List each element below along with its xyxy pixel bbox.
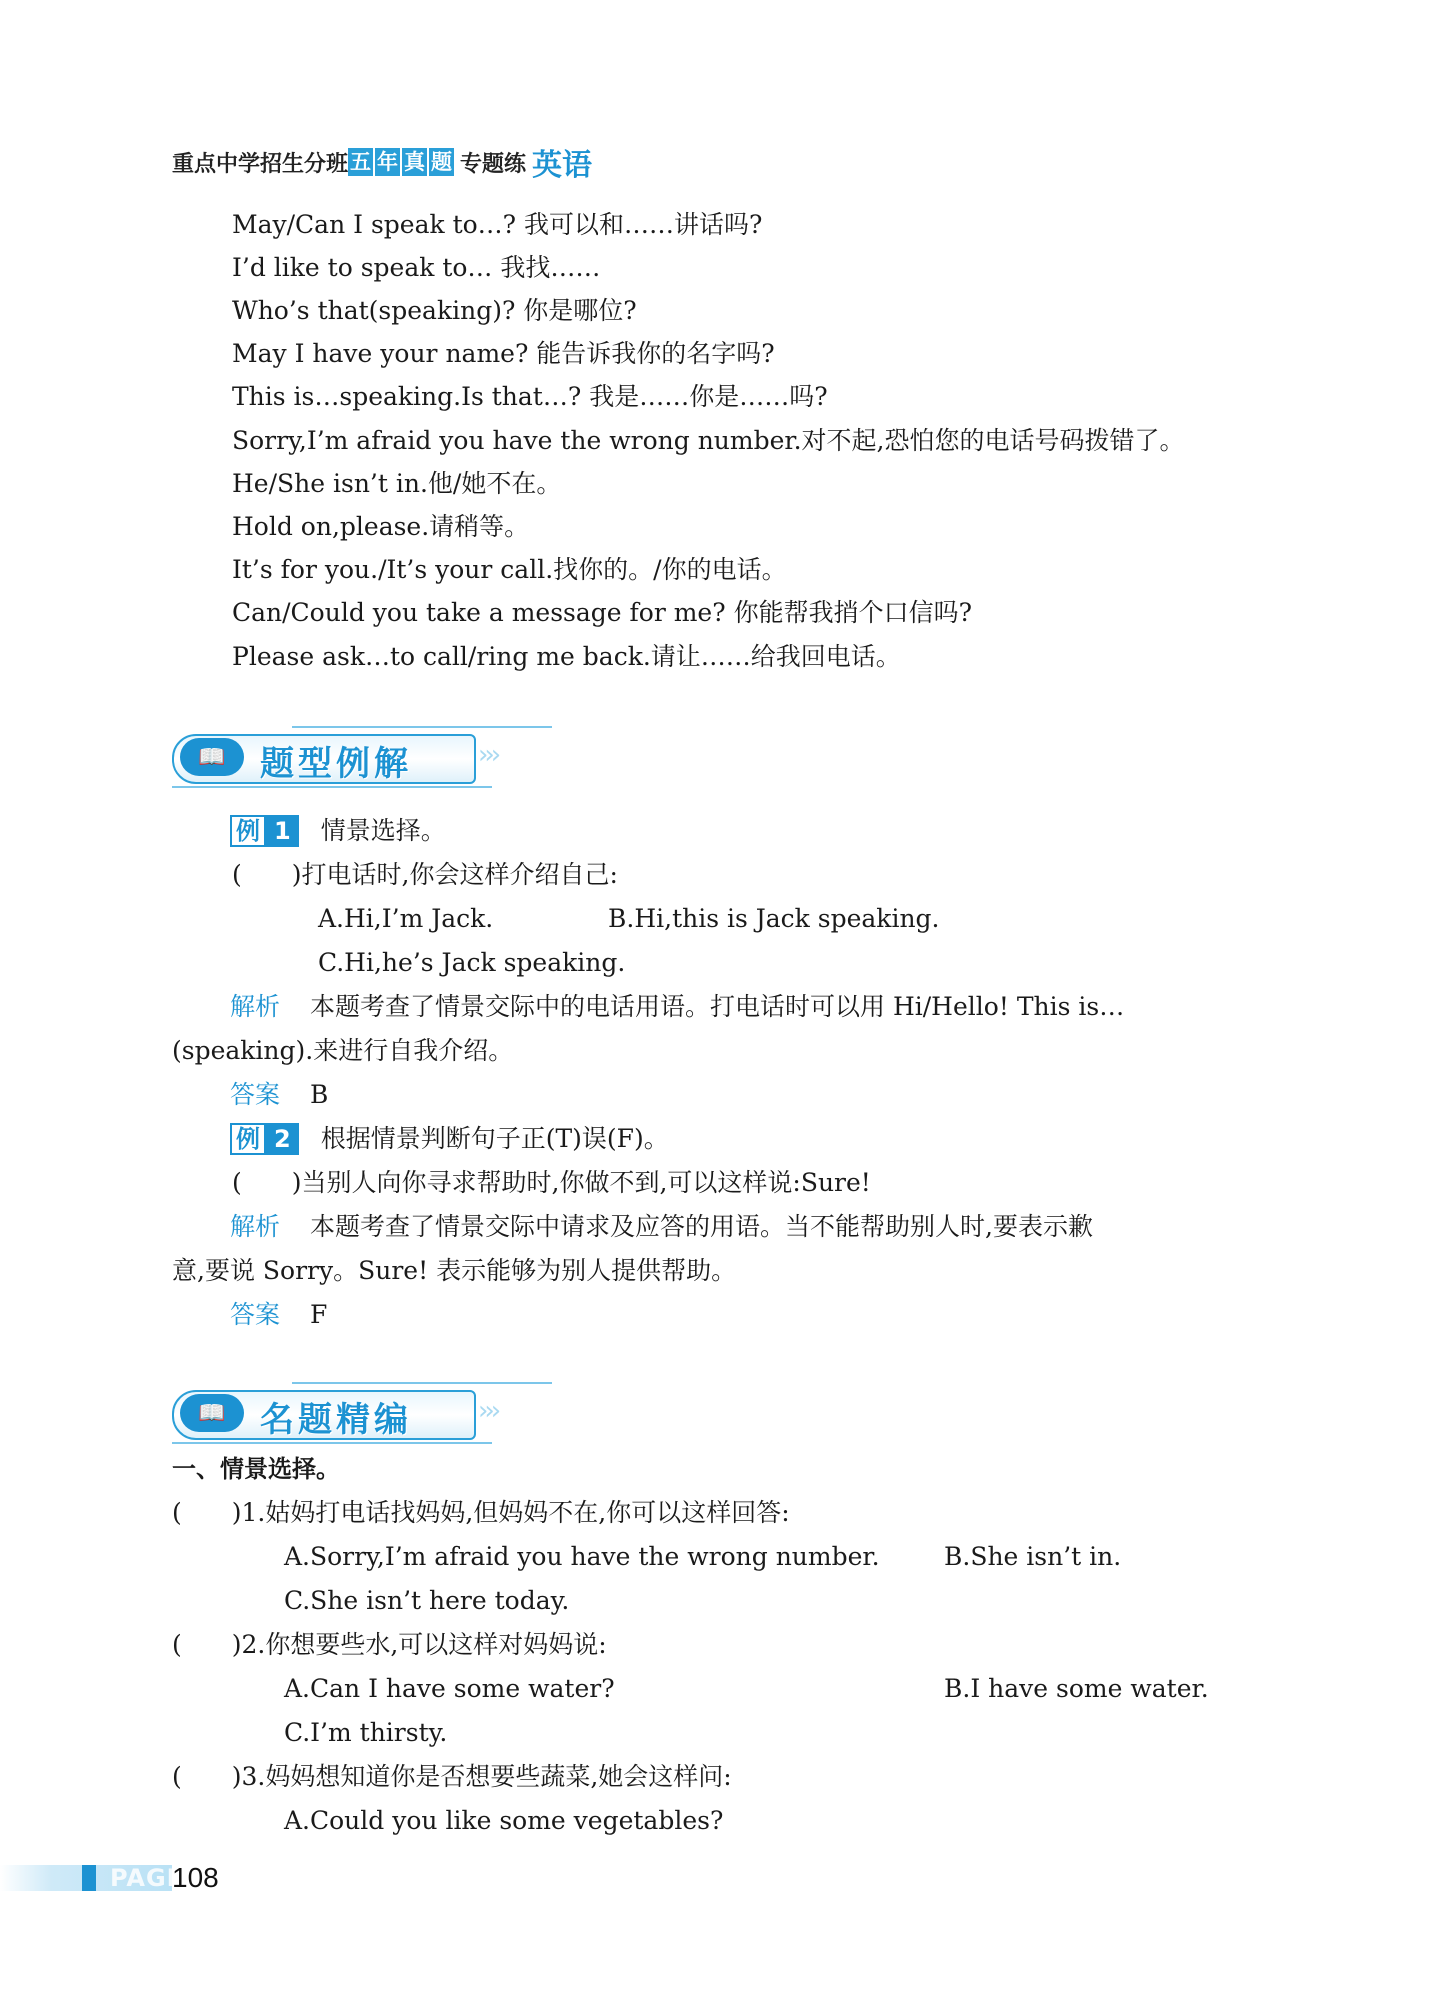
- phrase-line: May I have your name? 能告诉我你的名字吗?: [232, 339, 775, 368]
- phrase-line: Please ask…to call/ring me back.请让……给我回电话。: [232, 642, 901, 671]
- section-banner-examples: [172, 726, 552, 788]
- option-b: B.She isn’t in.: [944, 1542, 1122, 1571]
- running-header: [172, 142, 592, 182]
- question-stem: ( )1.姑妈打电话找妈妈,但妈妈不在,你可以这样回答:: [172, 1498, 790, 1527]
- phrase-line: Hold on,please.请稍等。: [232, 512, 530, 541]
- question-stem: ( )打电话时,你会这样介绍自己:: [232, 860, 618, 889]
- option-a: A.Can I have some water?: [284, 1674, 615, 1703]
- example-title: 情景选择。: [320, 816, 446, 845]
- phrase-line: It’s for you./It’s your call.找你的。/你的电话。: [232, 555, 787, 584]
- page-number: 108: [172, 1862, 219, 1893]
- example-heading: [230, 814, 446, 848]
- question-stem: ( )2.你想要些水,可以这样对妈妈说:: [172, 1630, 607, 1659]
- part-heading: 一、情景选择。: [172, 1455, 340, 1483]
- section-title: 题型例解: [260, 744, 412, 784]
- question-stem: ( )3.妈妈想知道你是否想要些蔬菜,她会这样问:: [172, 1762, 732, 1791]
- header-prefix: 重点中学招生分班: [172, 151, 349, 177]
- book-icon: 📖: [180, 1394, 244, 1432]
- phrase-line: I’d like to speak to… 我找……: [232, 253, 601, 282]
- phrase-line: This is…speaking.Is that…? 我是……你是……吗?: [232, 382, 828, 411]
- example-heading: [230, 1122, 669, 1156]
- analysis: [230, 1210, 1093, 1244]
- header-box-char: 五: [350, 150, 372, 174]
- answer-value: B: [310, 1080, 329, 1109]
- example-badge: 例 2: [230, 1124, 299, 1154]
- option-a: A.Hi,I’m Jack.: [318, 904, 494, 933]
- answer-tag: 答案: [230, 1080, 281, 1109]
- header-box-char: 年: [377, 150, 399, 174]
- question-stem: ( )当别人向你寻求帮助时,你做不到,可以这样说:Sure!: [232, 1168, 871, 1197]
- analysis-tag: 解析: [230, 1212, 281, 1241]
- answer: [230, 1298, 327, 1332]
- option-b: B.I have some water.: [944, 1674, 1209, 1703]
- phrase-line: Can/Could you take a message for me? 你能帮我捎个口信吗?: [232, 598, 972, 627]
- header-subject: 英语: [532, 148, 593, 183]
- section-title: 名题精编: [260, 1400, 412, 1440]
- phrase-line: Sorry,I’m afraid you have the wrong number.对不起,恐怕您的电话号码拨错了。: [232, 426, 1185, 455]
- footer-page-label: PAGE: [110, 1864, 185, 1892]
- phrase-line: He/She isn’t in.他/她不在。: [232, 469, 562, 498]
- example-title: 根据情景判断句子正(T)误(F)。: [320, 1124, 669, 1153]
- answer: [230, 1078, 328, 1112]
- example-badge: 例 1: [230, 816, 299, 846]
- book-icon: 📖: [180, 738, 244, 776]
- phrase-line: Who’s that(speaking)? 你是哪位?: [232, 296, 637, 325]
- option-a: A.Could you like some vegetables?: [284, 1806, 724, 1835]
- option-c: C.Hi,he’s Jack speaking.: [318, 948, 626, 977]
- analysis-tag: 解析: [230, 992, 281, 1021]
- analysis-text: 本题考查了情景交际中请求及应答的用语。当不能帮助别人时,要表示歉: [310, 1212, 1093, 1241]
- analysis-text: (speaking).来进行自我介绍。: [172, 1036, 514, 1065]
- header-box-char: 真: [404, 150, 426, 174]
- phrase-line: May/Can I speak to…? 我可以和……讲话吗?: [232, 210, 763, 239]
- answer-tag: 答案: [230, 1300, 281, 1329]
- footer-marker: [82, 1865, 96, 1891]
- option-b: B.Hi,this is Jack speaking.: [608, 904, 940, 933]
- header-suffix: 专题练: [460, 151, 527, 177]
- analysis-text: 本题考查了情景交际中的电话用语。打电话时可以用 Hi/Hello! This is…: [310, 992, 1125, 1021]
- option-c: C.She isn’t here today.: [284, 1586, 570, 1615]
- option-a: A.Sorry,I’m afraid you have the wrong number.: [284, 1542, 880, 1571]
- section-banner-exercises: [172, 1382, 552, 1444]
- answer-value: F: [310, 1300, 328, 1329]
- option-c: C.I’m thirsty.: [284, 1718, 448, 1747]
- chevron-right-icon: ›››: [478, 1396, 498, 1426]
- analysis: [230, 990, 1124, 1024]
- header-box-char: 题: [431, 150, 453, 174]
- analysis-text: 意,要说 Sorry。Sure! 表示能够为别人提供帮助。: [172, 1256, 737, 1285]
- chevron-right-icon: ›››: [478, 740, 498, 770]
